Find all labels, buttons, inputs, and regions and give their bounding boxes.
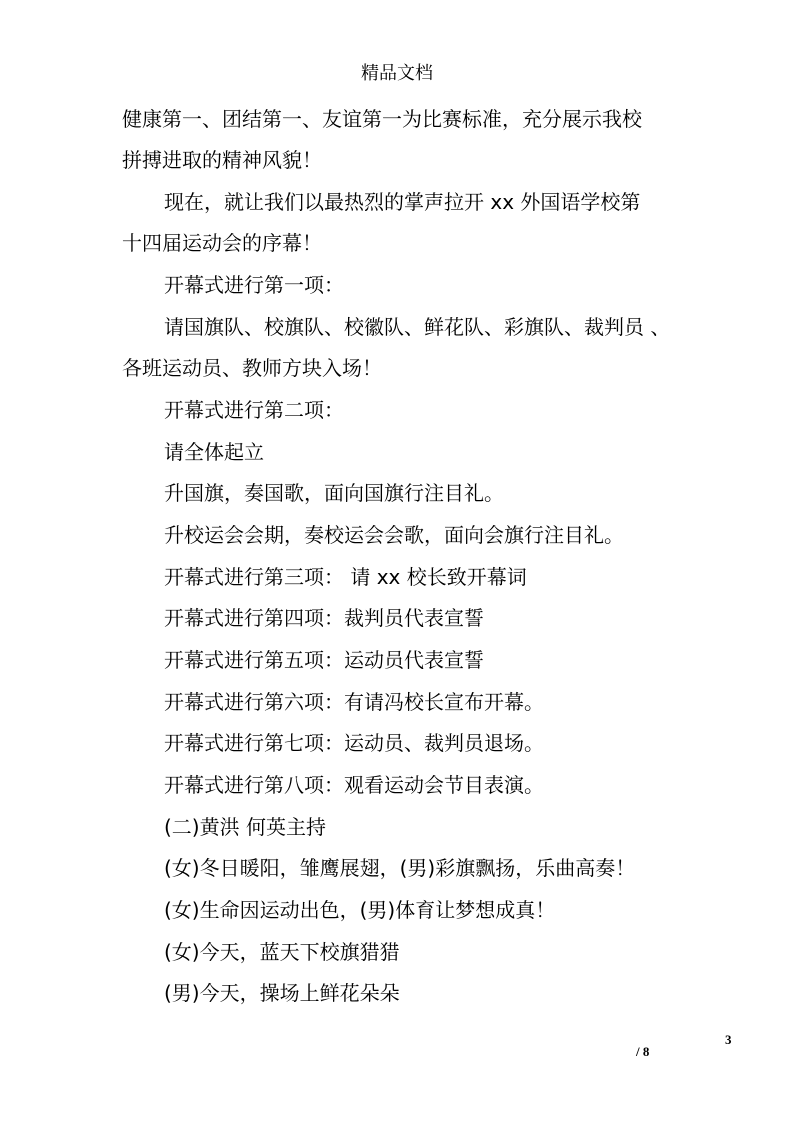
- body-line: 拼搏进取的精神风貌！: [122, 148, 322, 172]
- body-line: 十四届运动会的序幕！: [122, 231, 322, 255]
- body-line: (女)冬日暖阳，雏鹰展翅，(男)彩旗飘扬，乐曲高奏！: [164, 856, 636, 880]
- body-line: (女)今天，蓝天下校旗猎猎: [164, 940, 400, 964]
- body-line: 开幕式进行第一项：: [164, 273, 344, 297]
- page-total: / 8: [636, 1044, 650, 1059]
- body-line: 开幕式进行第六项：有请冯校长宣布开幕。: [164, 690, 544, 714]
- body-line: (二)黄洪 何英主持: [164, 815, 326, 839]
- body-line: 开幕式进行第八项：观看运动会节目表演。: [164, 773, 544, 797]
- body-line: 开幕式进行第五项：运动员代表宣誓: [164, 648, 484, 672]
- body-line: 升国旗，奏国歌，面向国旗行注目礼。: [164, 481, 504, 505]
- body-line: 请全体起立: [164, 440, 264, 464]
- page-number: 3: [725, 1032, 732, 1047]
- body-line: 各班运动员、教师方块入场！: [122, 356, 382, 380]
- body-line: 升校运会会期，奏校运会会歌，面向会旗行注目礼。: [164, 523, 624, 547]
- body-line: 现在，就让我们以最热烈的掌声拉开 xx 外国语学校第: [164, 190, 641, 214]
- body-line: 开幕式进行第七项：运动员、裁判员退场。: [164, 731, 544, 755]
- body-line: (女)生命因运动出色，(男)体育让梦想成真！: [164, 898, 556, 922]
- body-line: (男)今天，操场上鲜花朵朵: [164, 981, 400, 1005]
- body-line: 请国旗队、校旗队、校徽队、鲜花队、彩旗队、裁判员 、: [164, 315, 671, 339]
- body-line: 开幕式进行第四项：裁判员代表宣誓: [164, 606, 484, 630]
- page-header-title: 精品文档: [361, 63, 433, 84]
- body-line: 开幕式进行第三项： 请 xx 校长致开幕词: [164, 565, 527, 589]
- body-line: 开幕式进行第二项：: [164, 398, 344, 422]
- body-line: 健康第一、团结第一、友谊第一为比赛标准，充分展示我校: [122, 107, 642, 131]
